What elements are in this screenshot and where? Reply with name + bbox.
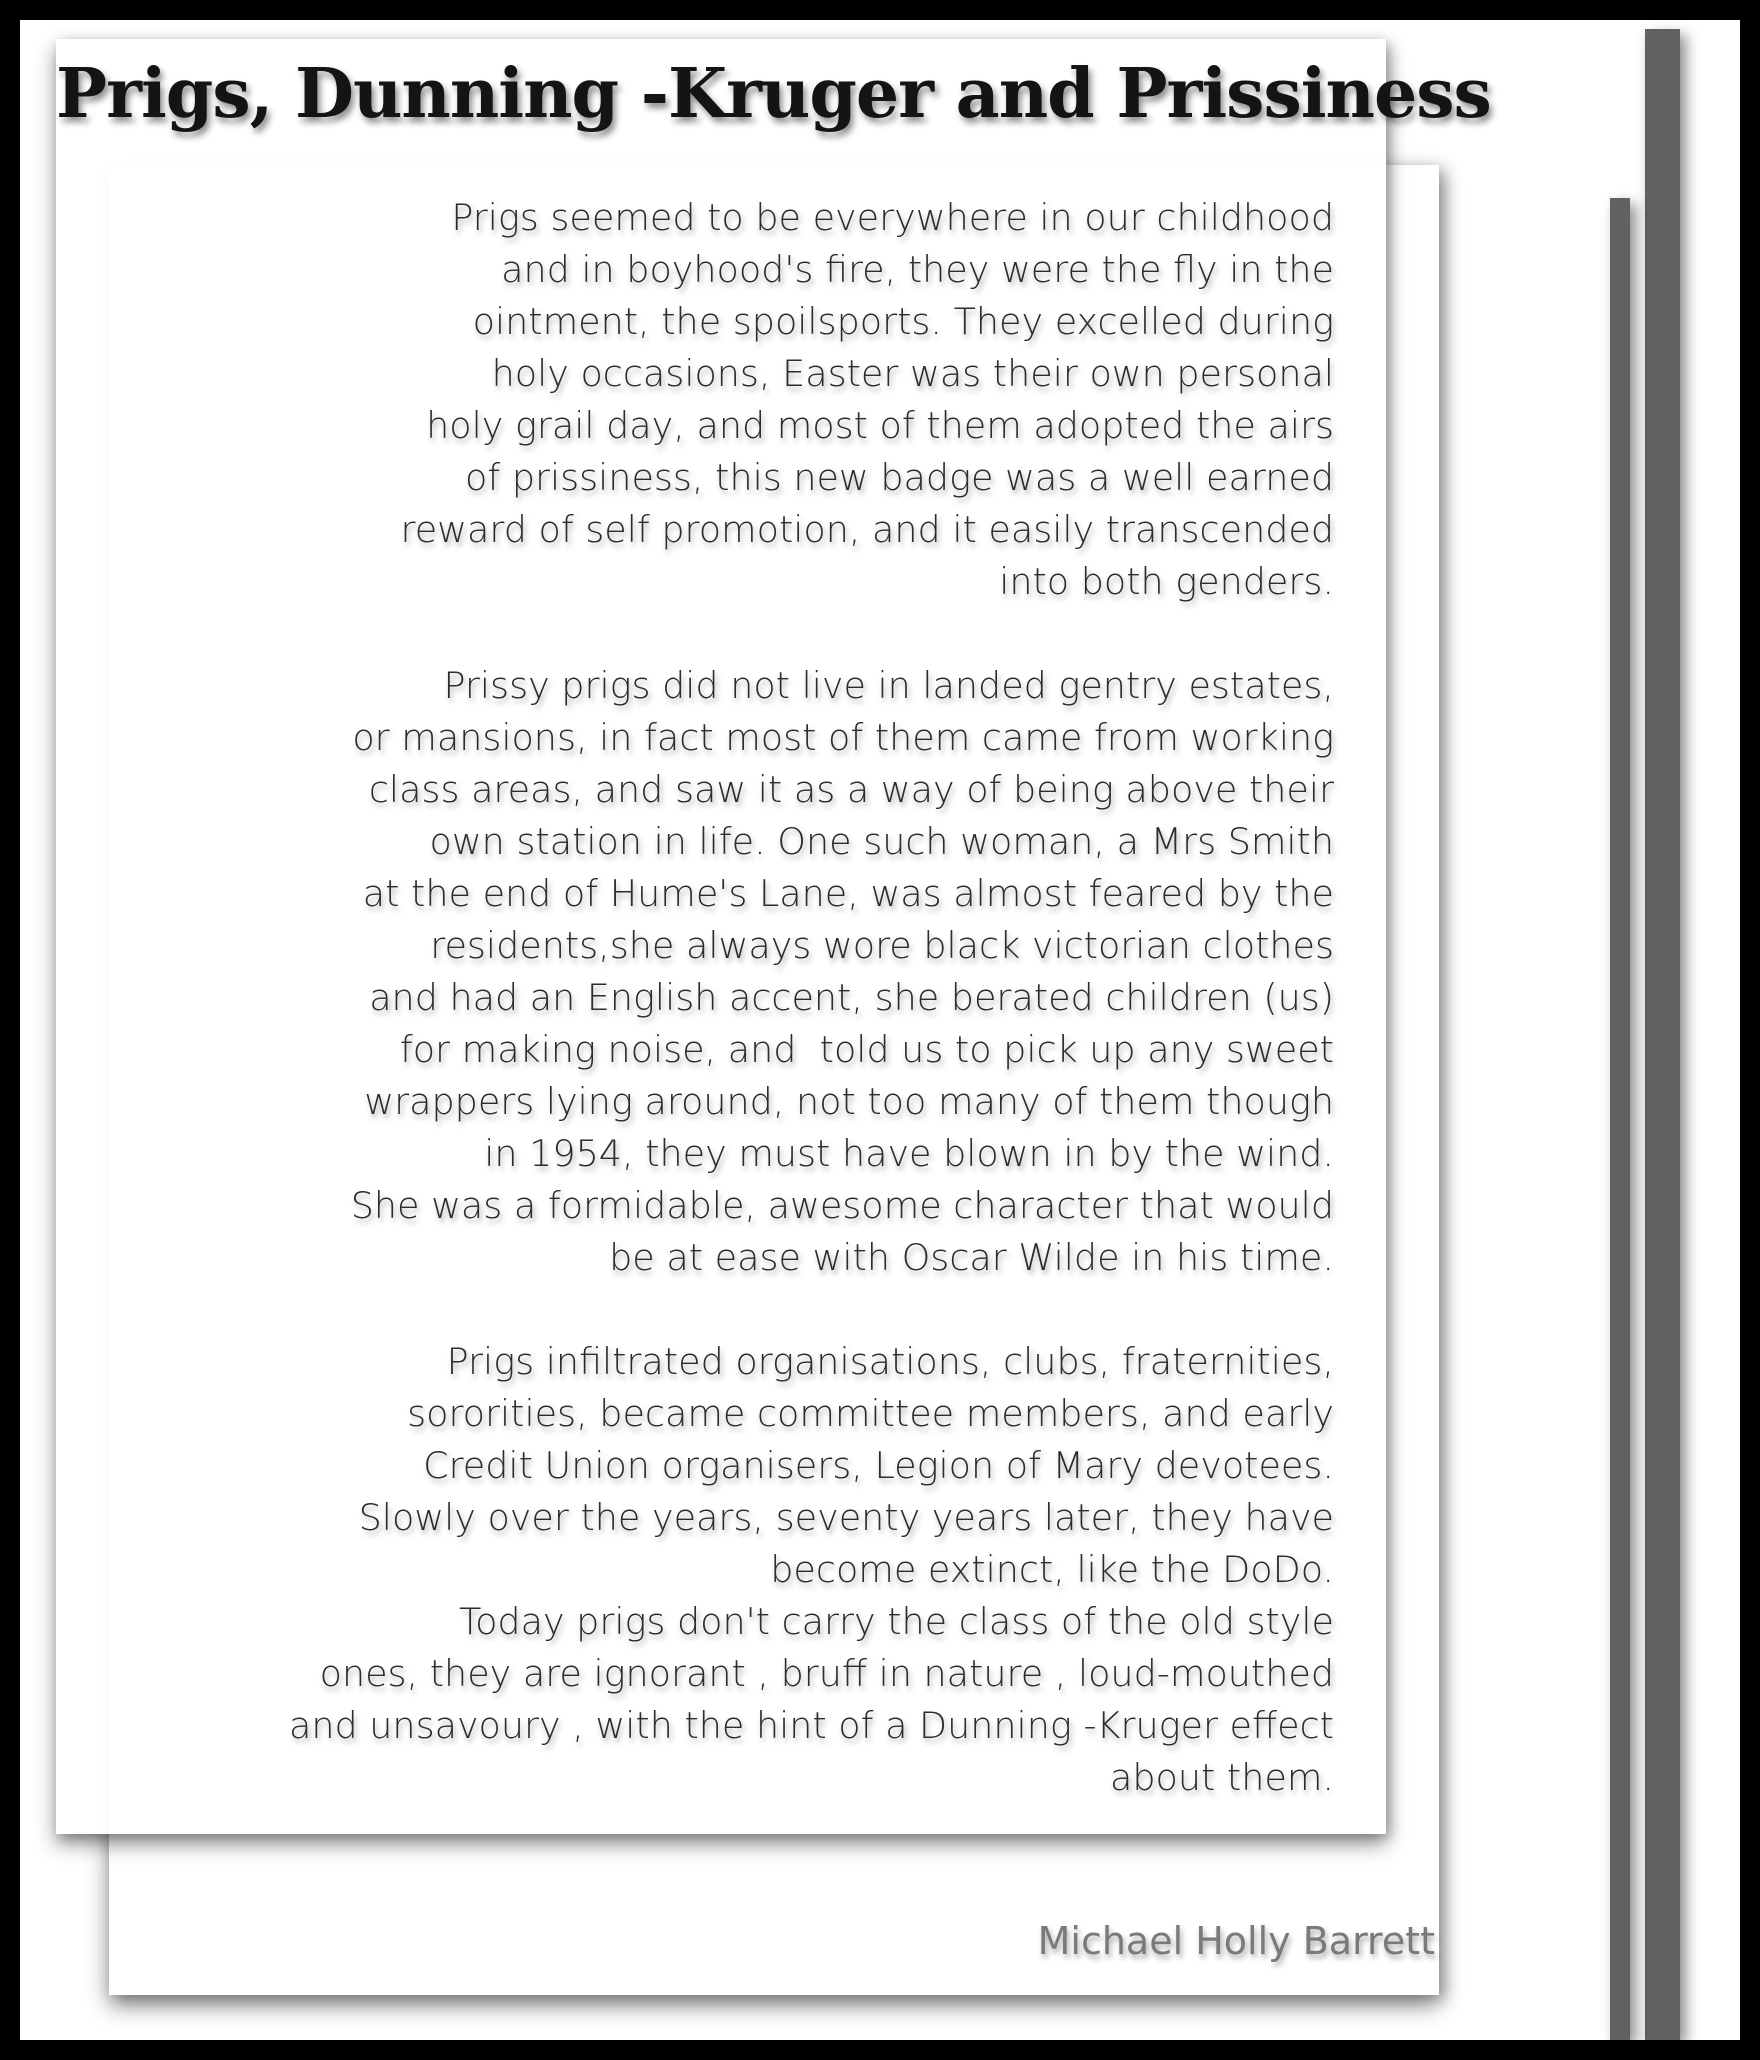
poem-line: holy grail day, and most of them adopted the airs [426, 404, 1334, 447]
paragraph-3 [174, 1336, 1334, 1804]
poem-line: become extinct, like the DoDo. [770, 1548, 1334, 1591]
poem-line: at the end of Hume's Lane, was almost feared by the [362, 872, 1334, 915]
decorative-bar-tall [1645, 29, 1680, 2040]
poem-line: for making noise, and told us to pick up any sweet [399, 1028, 1334, 1071]
poem-line: or mansions, in fact most of them came from working [352, 716, 1334, 759]
poem-line: in 1954, they must have blown in by the wind. [484, 1132, 1334, 1175]
stanza-break [174, 608, 1334, 660]
poem-line: Credit Union organisers, Legion of Mary devotees. [423, 1444, 1334, 1487]
poem-line: into both genders. [999, 560, 1334, 603]
poem-line: and in boyhood's fire, they were the fly in the [501, 248, 1334, 291]
poem-line: sororities, became committee members, and early [407, 1392, 1334, 1435]
poem-line: Prissy prigs did not live in landed gentry estates, [443, 664, 1334, 707]
poem-line: Prigs infiltrated organisations, clubs, fraternities, [446, 1340, 1334, 1383]
poem-line: Today prigs don't carry the class of the old style [458, 1600, 1334, 1643]
poem-line: and unsavoury , with the hint of a Dunning -Kruger effect [289, 1704, 1334, 1747]
poem-title: Prigs, Dunning -Kruger and Prissiness [56, 54, 1491, 134]
poem-line: ones, they are ignorant , bruff in nature , loud-mouthed [319, 1652, 1334, 1695]
poem-line: and had an English accent, she berated children (us) [369, 976, 1334, 1019]
poem-line: Prigs seemed to be everywhere in our childhood [451, 196, 1334, 239]
poem-body [174, 192, 1334, 1804]
poem-line: wrappers lying around, not too many of them though [364, 1080, 1334, 1123]
author-signature: Michael Holly Barrett [1037, 1919, 1435, 1963]
paragraph-1 [174, 192, 1334, 608]
poem-line: residents,she always wore black victorian clothes [430, 924, 1334, 967]
poem-line: own station in life. One such woman, a Mrs Smith [429, 820, 1334, 863]
poem-line: She was a formidable, awesome character that would [350, 1184, 1334, 1227]
page-frame [20, 20, 1740, 2040]
poem-line: ointment, the spoilsports. They excelled during [472, 300, 1334, 343]
poem-line: of prissiness, this new badge was a well earned [465, 456, 1334, 499]
poem-line: about them. [1110, 1756, 1334, 1799]
poem-line: Slowly over the years, seventy years later, they have [358, 1496, 1334, 1539]
decorative-bar-short [1610, 198, 1630, 2040]
poem-line: holy occasions, Easter was their own personal [491, 352, 1334, 395]
stanza-break [174, 1284, 1334, 1336]
poem-line: class areas, and saw it as a way of being above their [368, 768, 1334, 811]
paragraph-2 [174, 660, 1334, 1284]
poem-line: be at ease with Oscar Wilde in his time. [609, 1236, 1334, 1279]
poem-line: reward of self promotion, and it easily transcended [400, 508, 1334, 551]
